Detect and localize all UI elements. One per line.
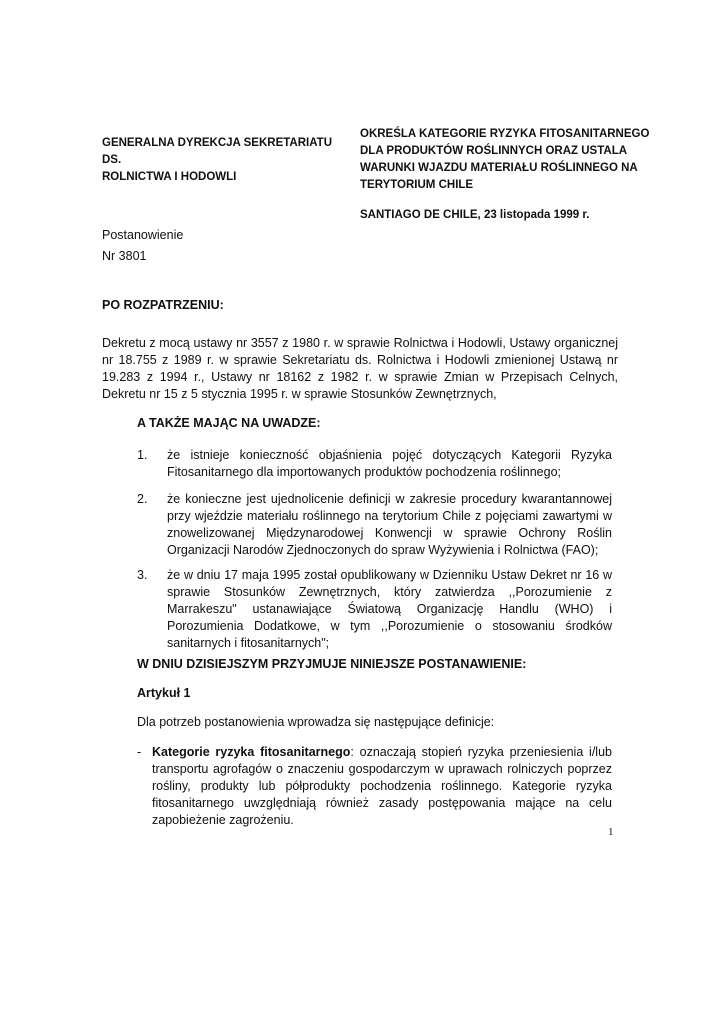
resolution-heading: W DNIU DZISIEJSZYM PRZYJMUJE NINIEJSZE POSTANAWIENIE: [137, 657, 527, 671]
issuer-line-2: ROLNICTWA I HODOWLI [102, 171, 237, 183]
item-text: że istnieje konieczność objaśnienia pojęć dotyczących Kategorii Ryzyka Fitosanitarnego dla importowanych produktów pochodzenia roślinnego; [167, 448, 612, 479]
document-number: Nr 3801 [102, 249, 147, 263]
definition-body: : oznaczają stopień ryzyka przeniesienia i/lub transportu agrofagów o znaczeniu gospodarczym w uprawach rolniczych poprzez rośliny, produkty lub półprodukty pochodzenia roślinnego. Kategorie ryzyka fitosanitarnego uwzględniają również zasady postępowania mające na celu zapobieżenie zagrożeniu. [152, 745, 612, 827]
definition-dash: - [137, 745, 142, 759]
considering-heading: PO ROZPATRZENIU: [102, 298, 224, 312]
item-number: 1. [137, 448, 148, 462]
item-text: że w dniu 17 maja 1995 został opublikowany w Dzienniku Ustaw Dekret nr 16 w sprawie Stosunków Zewnętrznych, który zatwierdza ,,Porozumienie z Marrakeszu" ustanawiające Światową Organizację Handlu (WHO) i Porozumienia Dodatkowe, w tym ,,Porozumienie o stosowaniu środków sanitarnych i fitosanitarnych"; [167, 568, 612, 650]
issuer-line-1: GENERALNA DYREKCJA SEKRETARIATU DS. [102, 137, 333, 166]
item-number: 2. [137, 492, 148, 506]
definition-term: Kategorie ryzyka fitosanitarnego [152, 745, 351, 759]
subject-heading [360, 126, 680, 194]
subject-line-3: WARUNKI WJAZDU MATERIAŁU ROŚLINNEGO NA [360, 162, 638, 174]
item-number: 3. [137, 568, 148, 582]
whereas-heading: A TAKŻE MAJĄC NA UWADZE: [137, 416, 321, 430]
subject-line-2: DLA PRODUKTÓW ROŚLINNYCH ORAZ USTALA [360, 145, 628, 157]
subject-line-4: TERYTORIUM CHILE [360, 179, 474, 191]
subject-line-1: OKREŚLA KATEGORIE RYZYKA FITOSANITARNEGO [360, 128, 650, 140]
article-title: Artykuł 1 [137, 686, 191, 700]
document-type: Postanowienie [102, 228, 184, 242]
page-number: 1 [608, 826, 614, 838]
place-date: SANTIAGO DE CHILE, 23 listopada 1999 r. [360, 209, 590, 221]
item-text: że konieczne jest ujednolicenie definicji w zakresie procedury kwarantannowej przy wjeździe materiału roślinnego na terytorium Chile z pojęciami zawartymi w znowelizowanej Międzynarodowej Konwencji w sprawie Ochrony Roślin Organizacji Narodów Zjednoczonych do spraw Wyżywienia i Rolnictwa (FAO); [167, 492, 612, 557]
definition-text [152, 744, 612, 829]
article-intro: Dla potrzeb postanowienia wprowadza się następujące definicje: [137, 715, 495, 729]
considering-paragraph: Dekretu z mocą ustawy nr 3557 z 1980 r. w sprawie Rolnictwa i Hodowli, Ustawy organicznej nr 18.755 z 1989 r. w sprawie Sekretariatu ds. Rolnictwa i Hodowli zmienionej Ustawą nr 19.283 z 1994 r., Ustawy nr 18162 z 1982 r. w sprawie Zmian w Przepisach Celnych, Dekretu nr 15 z 5 stycznia 1995 r. w sprawie Stosunków Zewnętrznych, [102, 336, 618, 401]
issuer-heading [102, 135, 352, 186]
